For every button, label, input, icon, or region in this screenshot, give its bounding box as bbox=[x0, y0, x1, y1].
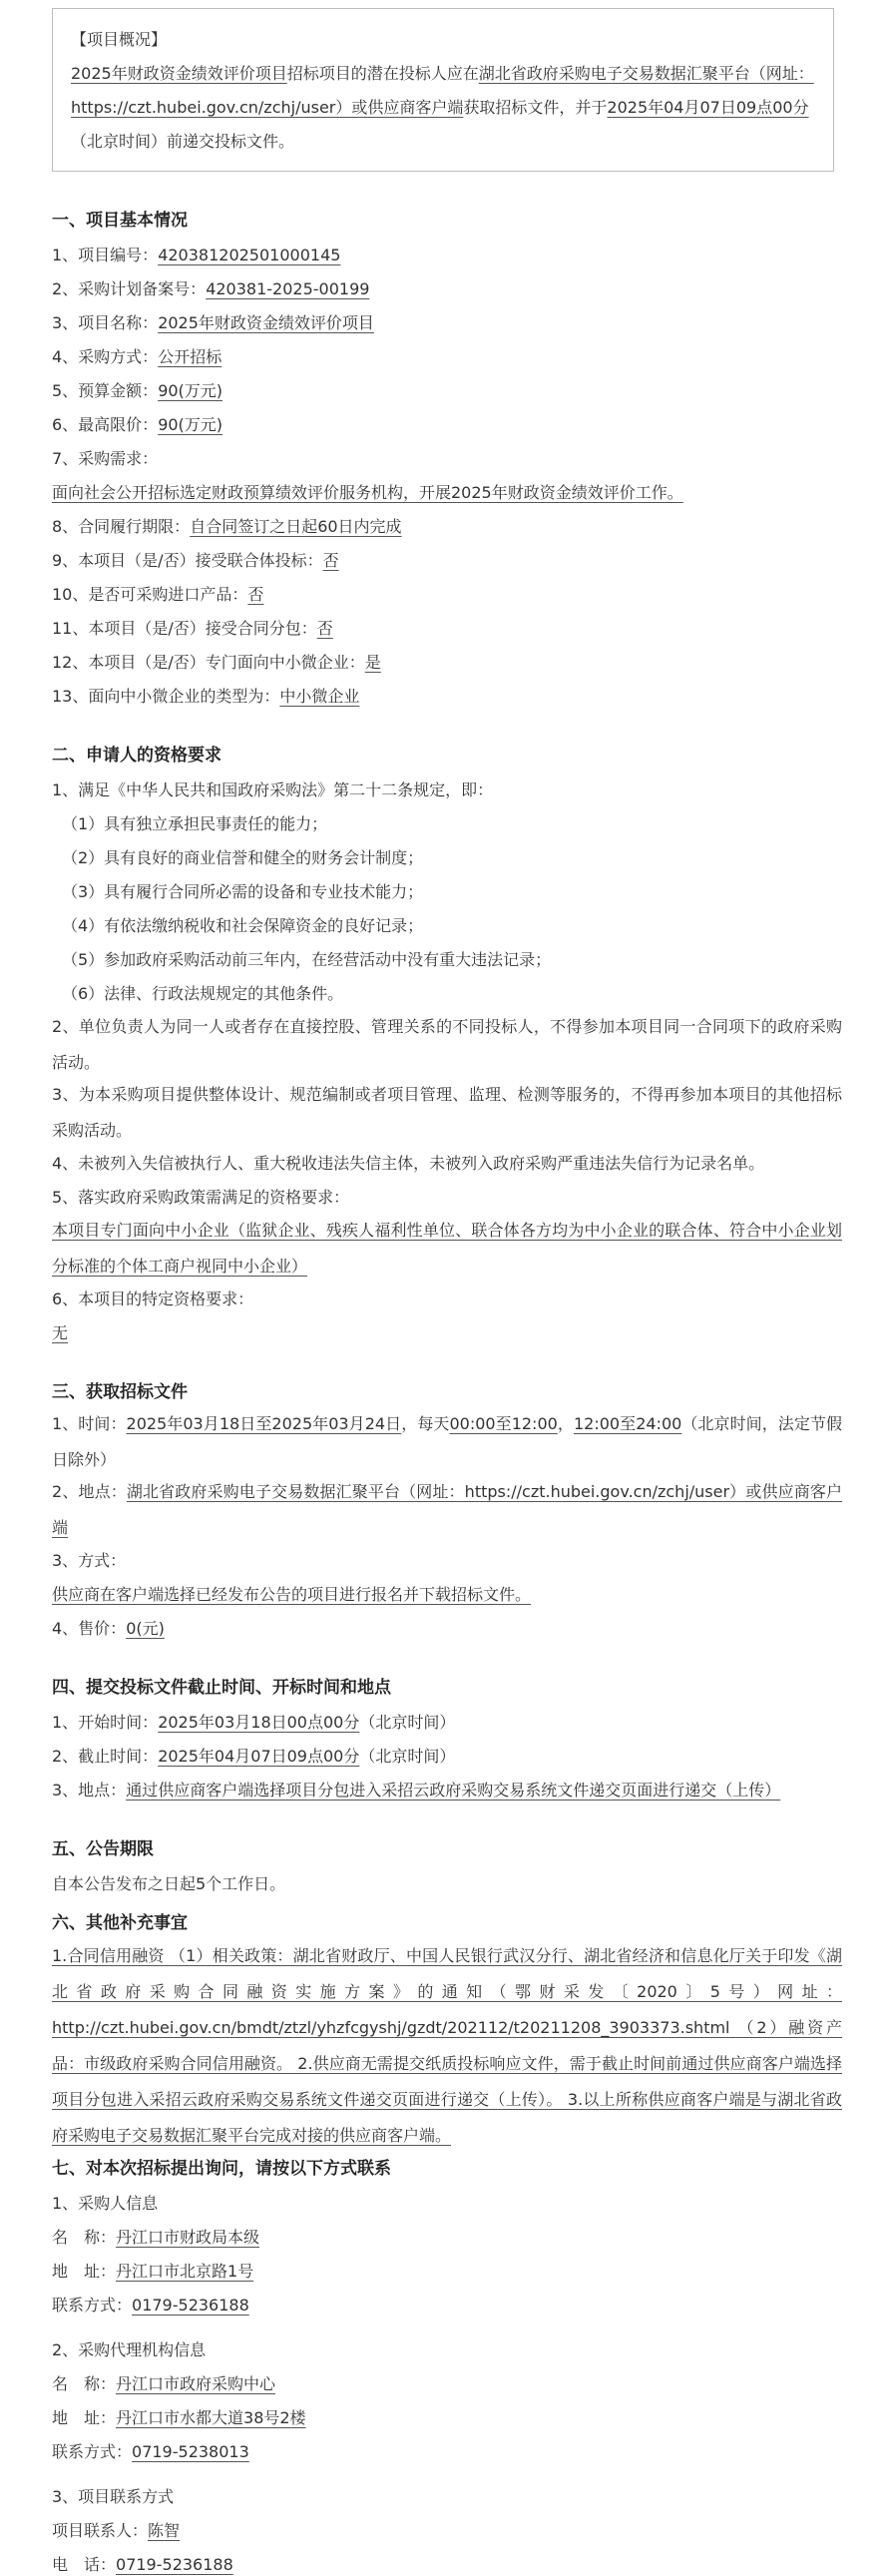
requirement-5: 5、落实政府采购政策需满足的资格要求： bbox=[52, 1188, 350, 1207]
agent-address bbox=[52, 2405, 842, 2428]
field-value: 丹江口市北京路1号 bbox=[116, 2262, 254, 2281]
field-label: 4、采购方式： bbox=[52, 347, 159, 366]
field-label: 电 话： bbox=[52, 2555, 117, 2574]
submit-start-time bbox=[52, 1710, 842, 1733]
overview-platform-link[interactable]: 湖北省政府采购电子交易数据汇聚平台（网址：https://czt.hubei.gov.cn/zchj/user）或供应商客户端 bbox=[71, 64, 814, 117]
purchase-need: 面向社会公开招标选定财政预算绩效评价服务机构，开展2025年财政资金绩效评价工作。 bbox=[52, 483, 683, 502]
field-value: 2025年03月18日至2025年03月24日 bbox=[126, 1414, 402, 1433]
max-price bbox=[52, 412, 842, 435]
purchase-need-label: 7、采购需求： bbox=[52, 449, 159, 468]
contract-split bbox=[52, 616, 842, 639]
field-value: 0179-5236188 bbox=[132, 2296, 249, 2315]
field-label: 1、项目编号： bbox=[52, 246, 159, 264]
field-value: 丹江口市财政局本级 bbox=[116, 2228, 260, 2247]
field-label: 12、本项目（是/否）专门面向中小微企业： bbox=[52, 653, 365, 672]
field-value: 陈智 bbox=[148, 2521, 181, 2540]
requirement-1c: （3）具有履行合同所必需的设备和专业技术能力； bbox=[62, 882, 424, 901]
field-label: 2、采购计划备案号： bbox=[52, 279, 207, 298]
get-doc-way: 供应商在客户端选择已经发布公告的项目进行报名并下载招标文件。 bbox=[52, 1585, 532, 1604]
buyer-phone bbox=[52, 2293, 842, 2316]
field-value: 是 bbox=[364, 653, 381, 672]
field-label: 联系方式： bbox=[52, 2442, 133, 2461]
submit-end-time bbox=[52, 1744, 842, 1767]
field-value: 1.合同信用融资 （1）相关政策：湖北省财政厅、中国人民银行武汉分行、湖北省经济和信息化厅关于印发《湖北省政府采购合同融资实施方案》的通知（鄂财采发〔2020〕5号）网址：http://czt.hubei.gov.cn/bmdt/ztzl/yhzfcgyshj/gzdt/202112/t20211208_3903373.shtml （2）融资产品：市级政府采购合同信用融资。 2.供应商无需提交纸质投标响应文件，需于截止时间前通过供应商客户端选择项目分包进入采招云政府采购交易系统文件递交页面进行递交（上传）。 3.以上所称供应商客户端是与湖北省政府采购电子交易数据汇聚平台完成对接的供应商客户端。 bbox=[52, 1946, 842, 2145]
field-label: 3、项目名称： bbox=[52, 313, 159, 332]
field-label: 地 址： bbox=[52, 2408, 117, 2427]
get-doc-time bbox=[52, 1406, 842, 1478]
purchase-method bbox=[52, 344, 842, 367]
field-value: 否 bbox=[322, 551, 339, 570]
field-text: ， bbox=[557, 1414, 574, 1433]
requirement-1: 1、满足《中华人民共和国政府采购法》第二十二条规定，即： bbox=[52, 780, 494, 799]
field-label: 11、本项目（是/否）接受合同分包： bbox=[52, 619, 317, 638]
field-text: （北京时间） bbox=[359, 1713, 456, 1732]
overview-label: 【项目概况】 bbox=[71, 30, 168, 49]
requirement-1d: （4）有依法缴纳税收和社会保障资金的良好记录； bbox=[62, 916, 424, 935]
field-label: 2、截止时间： bbox=[52, 1747, 159, 1766]
field-label: 3、地点： bbox=[52, 1781, 127, 1800]
buyer-info-head: 1、采购人信息 bbox=[52, 2194, 159, 2213]
agent-name bbox=[52, 2371, 842, 2394]
project-number bbox=[52, 243, 842, 265]
field-text: ，每天 bbox=[401, 1414, 450, 1433]
section-5-title: 五、公告期限 bbox=[52, 1839, 154, 1859]
field-label: 10、是否可采购进口产品： bbox=[52, 585, 248, 604]
requirement-2: 2、单位负责人为同一人或者存在直接控股、管理关系的不同投标人，不得参加本项目同一合同项下的政府采购活动。 bbox=[52, 1017, 842, 1072]
field-value: 自合同签订之日起60日内完成 bbox=[190, 517, 402, 536]
contact-person bbox=[52, 2518, 842, 2541]
field-value: 12:00至24:00 bbox=[573, 1414, 682, 1433]
agent-phone bbox=[52, 2439, 842, 2462]
field-label: 项目联系人： bbox=[52, 2521, 149, 2540]
field-value: 00:00至12:00 bbox=[449, 1414, 558, 1433]
import-products bbox=[52, 582, 842, 605]
field-label: 地 址： bbox=[52, 2262, 117, 2281]
contact-head: 3、项目联系方式 bbox=[52, 2487, 175, 2506]
field-text: （北京时间，法定节假日除外） bbox=[52, 1414, 842, 1469]
field-text: （北京时间） bbox=[359, 1747, 456, 1766]
field-value: 0719-5238013 bbox=[132, 2442, 249, 2461]
field-value: 2025年04月07日09点00分 bbox=[158, 1747, 360, 1766]
contact-phone bbox=[52, 2552, 842, 2575]
field-value: 通过供应商客户端选择项目分包进入采招云政府采购交易系统文件递交页面进行递交（上传） bbox=[126, 1781, 781, 1800]
field-value: 公开招标 bbox=[158, 347, 223, 366]
requirement-1b: （2）具有良好的商业信誉和健全的财务会计制度； bbox=[62, 848, 424, 867]
field-value: 丹江口市水都大道38号2楼 bbox=[116, 2408, 306, 2427]
section-2-title: 二、申请人的资格要求 bbox=[52, 746, 222, 766]
agent-info-head: 2、采购代理机构信息 bbox=[52, 2340, 207, 2359]
field-value: 420381202501000145 bbox=[158, 246, 341, 264]
overview-text: 获取招标文件，并于 bbox=[463, 98, 608, 117]
get-doc-way-label: 3、方式： bbox=[52, 1551, 127, 1570]
project-overview-box bbox=[52, 8, 834, 172]
field-value: 否 bbox=[247, 585, 264, 604]
field-label: 6、最高限价： bbox=[52, 415, 159, 434]
field-value: 中小微企业 bbox=[279, 687, 360, 706]
field-label: 13、面向中小微企业的类型为： bbox=[52, 687, 280, 706]
field-label: 4、售价： bbox=[52, 1619, 127, 1638]
overview-project-name: 2025年财政资金绩效评价项目 bbox=[71, 64, 287, 83]
platform-link[interactable]: 湖北省政府采购电子交易数据汇聚平台（网址：https://czt.hubei.gov.cn/zchj/user）或供应商客户端 bbox=[52, 1482, 842, 1537]
section-3-title: 三、获取招标文件 bbox=[52, 1382, 188, 1402]
field-value: 2025年财政资金绩效评价项目 bbox=[158, 313, 374, 332]
doc-price bbox=[52, 1616, 842, 1639]
sme-type bbox=[52, 684, 842, 707]
requirement-3: 3、为本采购项目提供整体设计、规范编制或者项目管理、监理、检测等服务的，不得再参加本项目的其他招标采购活动。 bbox=[52, 1085, 842, 1140]
field-value: 丹江口市政府采购中心 bbox=[116, 2374, 276, 2393]
field-label: 名 称： bbox=[52, 2228, 117, 2247]
submit-place bbox=[52, 1778, 842, 1801]
field-value: 2025年03月18日00点00分 bbox=[158, 1713, 360, 1732]
buyer-name bbox=[52, 2225, 842, 2248]
overview-deadline: 2025年04月07日09点00分 bbox=[607, 98, 809, 117]
requirement-6: 6、本项目的特定资格要求： bbox=[52, 1289, 254, 1308]
field-label: 2、地点： bbox=[52, 1482, 127, 1501]
buyer-address bbox=[52, 2259, 842, 2282]
field-value: 90(万元) bbox=[158, 415, 223, 434]
sme-only bbox=[52, 650, 842, 673]
field-label: 8、合同履行期限： bbox=[52, 517, 191, 536]
project-name bbox=[52, 310, 842, 333]
field-label: 联系方式： bbox=[52, 2296, 133, 2315]
requirement-5-value bbox=[52, 1213, 842, 1285]
field-value: 否 bbox=[316, 619, 333, 638]
union-bid bbox=[52, 548, 842, 571]
requirement-1e: （5）参加政府采购活动前三年内，在经营活动中没有重大违法记录； bbox=[62, 950, 552, 969]
field-label: 名 称： bbox=[52, 2374, 117, 2393]
requirement-1a: （1）具有独立承担民事责任的能力； bbox=[62, 814, 328, 833]
supplement-text bbox=[52, 1938, 842, 2154]
notice-period: 自本公告发布之日起5个工作日。 bbox=[52, 1874, 286, 1893]
field-value: 0(元) bbox=[126, 1619, 165, 1638]
requirement-1f: （6）法律、行政法规规定的其他条件。 bbox=[62, 984, 344, 1003]
requirement-6-value: 无 bbox=[52, 1323, 69, 1342]
plan-number bbox=[52, 276, 842, 299]
section-7-title: 七、对本次招标提出询问，请按以下方式联系 bbox=[52, 2159, 391, 2179]
field-value: 420381-2025-00199 bbox=[206, 279, 370, 298]
field-label: 1、开始时间： bbox=[52, 1713, 159, 1732]
budget-amount bbox=[52, 378, 842, 401]
field-label: 9、本项目（是/否）接受联合体投标： bbox=[52, 551, 323, 570]
requirement-4: 4、未被列入失信被执行人、重大税收违法失信主体，未被列入政府采购严重违法失信行为记录名单。 bbox=[52, 1154, 765, 1173]
overview-text: （北京时间）前递交投标文件。 bbox=[71, 132, 295, 151]
field-value: 0719-5236188 bbox=[116, 2555, 233, 2574]
overview-text: 招标项目的潜在投标人应在 bbox=[286, 64, 479, 83]
field-value: 本项目专门面向中小企业（监狱企业、残疾人福利性单位、联合体各方均为中小企业的联合体、符合中小企业划分标准的个体工商户视同中小企业） bbox=[52, 1221, 842, 1276]
section-4-title: 四、提交投标文件截止时间、开标时间和地点 bbox=[52, 1678, 391, 1698]
section-1-title: 一、项目基本情况 bbox=[52, 211, 188, 231]
field-value: 90(万元) bbox=[158, 381, 223, 400]
field-label: 5、预算金额： bbox=[52, 381, 159, 400]
contract-period bbox=[52, 514, 842, 537]
get-doc-place bbox=[52, 1474, 842, 1546]
section-6-title: 六、其他补充事宜 bbox=[52, 1913, 188, 1933]
field-label: 1、时间： bbox=[52, 1414, 127, 1433]
